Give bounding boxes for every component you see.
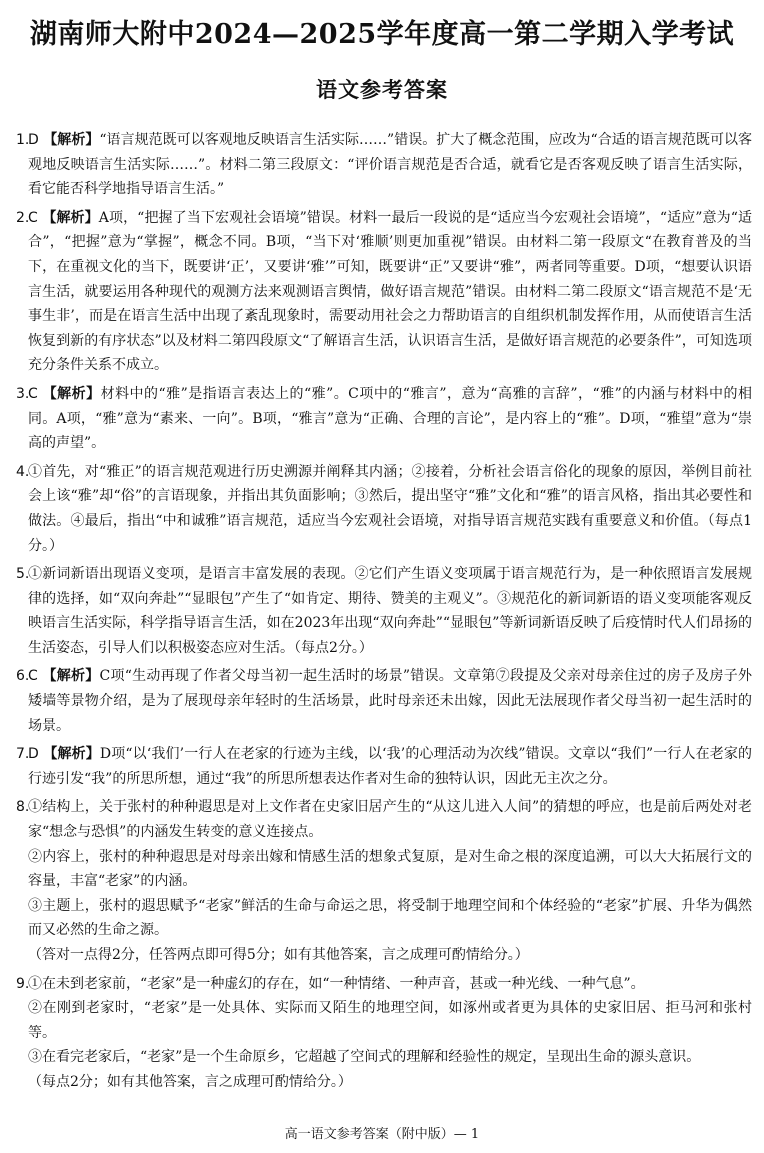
answer-item-1	[16, 128, 752, 202]
page-footer: 高一语文参考答案（附中版）— 1	[284, 1127, 480, 1142]
analysis-tag: 【解析】	[42, 385, 101, 402]
analysis-tag: 【解析】	[42, 209, 99, 226]
item-body: A项，“把握了当下宏观社会语境”错误。材料一最后一段说的是“适应当今宏观社会语境”，“适应”意为“适合”，“把握”意为“掌握”，概念不同。B项，“当下对‘雅顺’则更加重视”错误。由材料二第一段原文“在教育普及的当下，在重视文化的当下，既要讲‘正’，又要讲‘雅’”可知，既要讲“正”又要讲“雅”，两者同等重要。D项，“想要认识语言生活，就要运用各种现代的观测方法来观测语言舆情，做好语言规范”错误。由材料二第二段原文“语言规范不是‘无事生非’，而是在语言生活中出现了紊乱现象时，需要动用社会之力帮助语言的自组织机制发挥作用，从而使语言生活恢复到新的有序状态”以及材料二第四段原文“了解语言生活，认识语言生活，是做好语言规范的必要条件”，可知选项充分条件关系不成立。	[28, 209, 753, 374]
item-text	[28, 460, 752, 558]
item-body: “语言规范既可以客观地反映语言生活实际……”错误。扩大了概念范围，应改为“合适的语言规范既可以客观地反映语言生活实际……”。材料二第三段原文：“评价语言规范是否合适，就看它是否客观反映了语言生活实际，看它能否科学地指导语言生活。”	[28, 132, 752, 198]
item-body: 材料中的“雅”是指语言表达上的“雅”。C项中的“雅言”，意为“高雅的言辞”，“雅”的内涵与材料中的相同。A项，“雅”意为“素来、一向”。B项，“雅言”意为“正确、合理的言论”，是内容上的“雅”。D项，“雅望”意为“崇高的声望”。	[28, 385, 752, 452]
item-answer: C	[28, 668, 38, 685]
item-number: 1.	[16, 132, 30, 148]
page-title: 湖南师大附中2024—2025学年度高一第二学期入学考试	[29, 19, 735, 50]
scoring-note: （答对一点得2分，任答两点即可得5分；如有其他答案，言之成理可酌情给分。）	[28, 947, 529, 963]
item-text	[28, 972, 752, 1095]
item-text	[28, 742, 752, 791]
item-number: 6.	[16, 668, 30, 685]
page-subtitle: 语文参考答案	[316, 77, 448, 102]
item-number: 8.	[16, 799, 30, 816]
item-body: D项“以‘我们’一行人在老家的行迹为主线，以‘我’的心理活动为次线”错误。文章以“我们”一行人在老家的行迹引发“我”的所思所想，通过“我”的所思所想表达作者对生命的独特认识，因此无主次之分。	[28, 746, 753, 787]
item-part: ①结构上，关于张村的种种遐思是对上文作者在史家旧居产生的“从这儿进入人间”的猜想的呼应，也是前后两处对老家“想念与恐惧”的内涵发生转变的意义连接点。	[28, 799, 752, 841]
item-part: ②在刚到老家时，“老家”是一处具体、实际而又陌生的地理空间，如涿州或者更为具体的史家旧居、拒马河和张村等。	[28, 1000, 752, 1041]
analysis-tag: 【解析】	[42, 668, 100, 685]
item-number: 7.	[16, 746, 30, 763]
answer-item-9	[16, 972, 752, 1095]
answer-item-2	[16, 206, 752, 378]
item-number: 2.	[16, 209, 30, 226]
item-number: 5.	[16, 566, 30, 583]
item-part: ③主题上，张村的遐思赋予“老家”鲜活的生命与命运之思，将受制于地理空间和个体经验的“老家”扩展、升华为偶然而又必然的生命之源。	[28, 897, 752, 939]
analysis-tag: 【解析】	[43, 746, 100, 763]
item-text	[28, 128, 752, 202]
item-part: ③在看完老家后，“老家”是一个生命原乡，它超越了空间式的理解和经验性的规定，呈现出生命的源头意识。	[28, 1049, 701, 1066]
item-answer: C	[28, 209, 38, 226]
item-body: ①首先，对“雅正”的语言规范观进行历史溯源并阐释其内涵；②接着，分析社会语言俗化的现象的原因，举例目前社会上该“雅”却“俗”的言语现象，并指出其负面影响；③然后，提出坚守“雅”文化和“雅”的语言风格，指出其必要性和做法。④最后，指出“中和诚雅”语言规范，适应当今宏观社会语境，对指导语言规范实践有重要意义和价值。（每点1分。）	[28, 463, 752, 554]
item-text	[28, 206, 752, 378]
item-answer: C	[28, 385, 38, 402]
item-number: 4.	[16, 463, 30, 480]
answer-item-3	[16, 382, 752, 456]
item-part: ①在未到老家前，“老家”是一种虚幻的存在，如“一种情绪、一种声音，甚或一种光线、一种气息”。	[28, 975, 645, 992]
item-text	[28, 562, 752, 660]
answer-item-6	[16, 664, 752, 738]
answer-list	[16, 128, 752, 1099]
item-body: ①新词新语出现语义变项，是语言丰富发展的表现。②它们产生语义变项属于语言规范行为，是一种依照语言发展规律的选择，如“双向奔赴”“显眼包”产生了“如肯定、期待、赞美的主观义”。③规范化的新词新语的语义变项能客观反映语言生活实际，科学指导语言生活，如在2023年出现“双向奔赴”“显眼包”等新词新语反映了后疫情时代人们昂扬的生活姿态，引导人们以积极姿态应对生活。（每点2分。）	[28, 566, 752, 656]
answer-item-8	[16, 795, 752, 967]
item-text	[28, 664, 752, 738]
item-text	[28, 795, 752, 967]
scoring-note: （每点2分；如有其他答案，言之成理可酌情给分。）	[28, 1073, 352, 1090]
analysis-tag: 【解析】	[43, 132, 100, 148]
item-body: C项“生动再现了作者父母当初一起生活时的场景”错误。文章第⑦段提及父亲对母亲住过的房子及房子外矮墙等景物介绍，是为了展现母亲年轻时的生活场景，此时母亲还未出嫁，因此无法展现作者父母当初一起生活时的场景。	[28, 668, 752, 734]
item-text	[28, 382, 752, 456]
answer-item-5	[16, 562, 752, 660]
item-number: 9.	[16, 975, 30, 992]
answer-item-4	[16, 460, 752, 558]
item-part: ②内容上，张村的种种遐思是对母亲出嫁和情感生活的想象式复原，是对生命之根的深度追溯，可以大大拓展行文的容量，丰富“老家”的内涵。	[28, 848, 752, 890]
item-answer: D	[28, 132, 39, 148]
item-number: 3.	[16, 385, 30, 402]
item-answer: D	[28, 746, 39, 763]
answer-item-7	[16, 742, 752, 791]
